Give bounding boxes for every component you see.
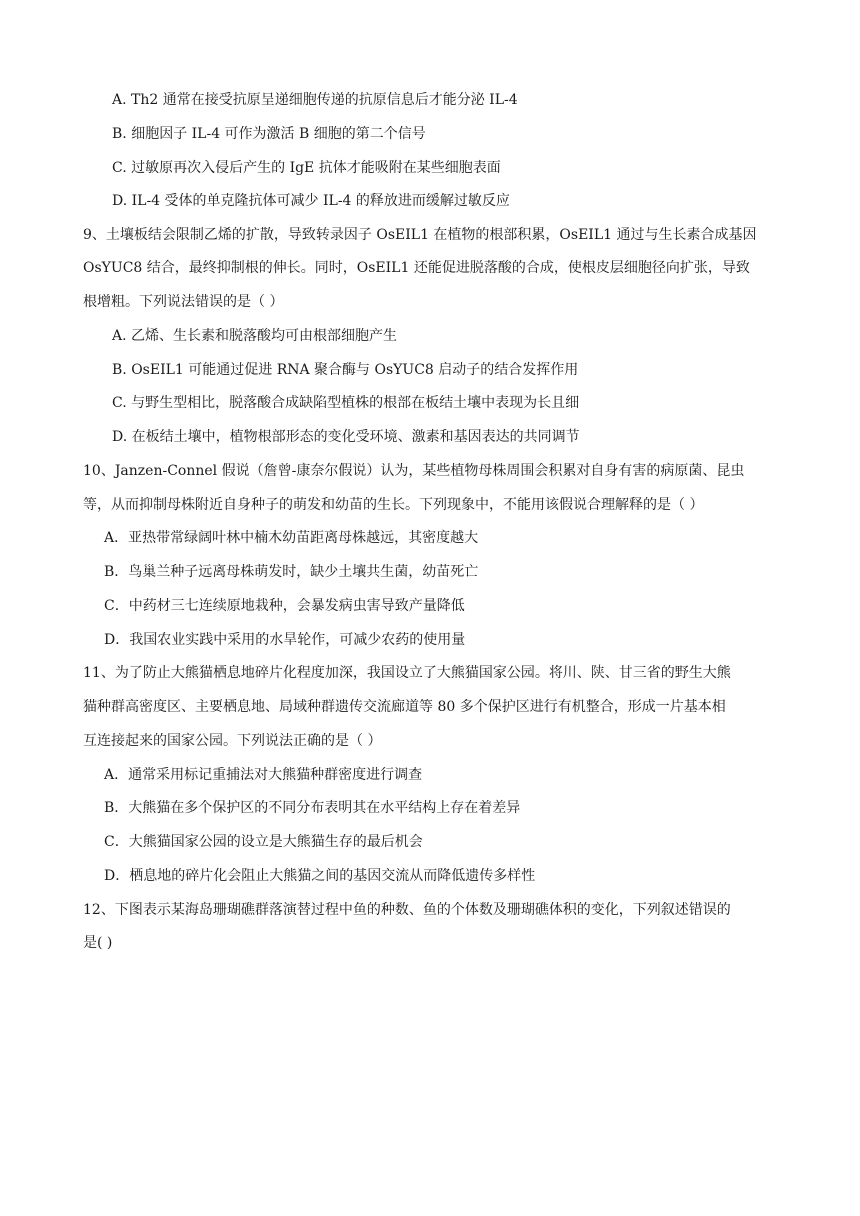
q9-stem-line-2: OsYUC8 结合，最终抑制根的伸长。同时，OsEIL1 还能促进脱落酸的合成，使根皮层细胞径向扩张，导致 <box>83 260 750 276</box>
q11-option-c: C．大熊猫国家公园的设立是大熊猫生存的最后机会 <box>104 834 423 850</box>
q9-option-b: B. OsEIL1 可能通过促进 RNA 聚合酶与 OsYUC8 启动子的结合发挥作用 <box>112 362 579 378</box>
q11-option-d: D．栖息地的碎片化会阻止大熊猫之间的基因交流从而降低遗传多样性 <box>104 868 536 884</box>
q11-option-b: B．大熊猫在多个保护区的不同分布表明其在水平结构上存在着差异 <box>104 800 521 816</box>
q9-stem-line-3: 根增粗。下列说法错误的是（ ） <box>83 294 284 310</box>
q9-option-c: C. 与野生型相比，脱落酸合成缺陷型植株的根部在板结土壤中表现为长且细 <box>112 395 580 411</box>
q8-option-d: D. IL-4 受体的单克隆抗体可减少 IL-4 的释放进而缓解过敏反应 <box>112 193 510 209</box>
q9-option-d: D. 在板结土壤中，植物根部形态的变化受环境、激素和基因表达的共同调节 <box>112 429 580 445</box>
q10-option-c: C．中药材三七连续原地栽种，会暴发病虫害导致产量降低 <box>104 598 465 614</box>
q11-stem-line-3: 互连接起来的国家公园。下列说法正确的是（ ） <box>83 733 382 749</box>
q10-option-d: D．我国农业实践中采用的水旱轮作，可减少农药的使用量 <box>104 632 466 648</box>
q9-stem-line-1: 9、土壤板结会限制乙烯的扩散，导致转录因子 OsEIL1 在植物的根部积累，OsEIL1 通过与生长素合成基因 <box>83 227 757 243</box>
q8-option-c: C. 过敏原再次入侵后产生的 IgE 抗体才能吸附在某些细胞表面 <box>112 160 501 176</box>
q12-stem-line-2: 是( ) <box>83 935 113 951</box>
q11-stem-line-2: 猫种群高密度区、主要栖息地、局域种群遗传交流廊道等 80 多个保护区进行有机整合，形成一片基本相 <box>83 699 726 715</box>
q10-stem-line-1: 10、Janzen-Connel 假说（詹曾-康奈尔假说）认为，某些植物母株周围会积累对自身有害的病原菌、昆虫 <box>83 463 745 479</box>
q11-stem-line-1: 11、为了防止大熊猫栖息地碎片化程度加深，我国设立了大熊猫国家公园。将川、陕、甘三省的野生大熊 <box>83 665 731 681</box>
q8-option-a: A. Th2 通常在接受抗原呈递细胞传递的抗原信息后才能分泌 IL-4 <box>112 92 518 108</box>
q9-option-a: A. 乙烯、生长素和脱落酸均可由根部细胞产生 <box>112 328 398 344</box>
q11-option-a: A．通常采用标记重捕法对大熊猫种群密度进行调查 <box>104 767 423 783</box>
q8-option-b: B. 细胞因子 IL-4 可作为激活 B 细胞的第二个信号 <box>112 126 426 142</box>
q10-option-b: B．鸟巢兰种子远离母株萌发时，缺少土壤共生菌，幼苗死亡 <box>104 564 479 580</box>
q10-stem-line-2: 等，从而抑制母株附近自身种子的萌发和幼苗的生长。下列现象中，不能用该假说合理解释的是（ ） <box>83 497 704 513</box>
q10-option-a: A．亚热带常绿阔叶林中楠木幼苗距离母株越远，其密度越大 <box>104 530 479 546</box>
q12-stem-line-1: 12、下图表示某海岛珊瑚礁群落演替过程中鱼的种数、鱼的个体数及珊瑚礁体积的变化，下列叙述错误的 <box>83 902 731 918</box>
